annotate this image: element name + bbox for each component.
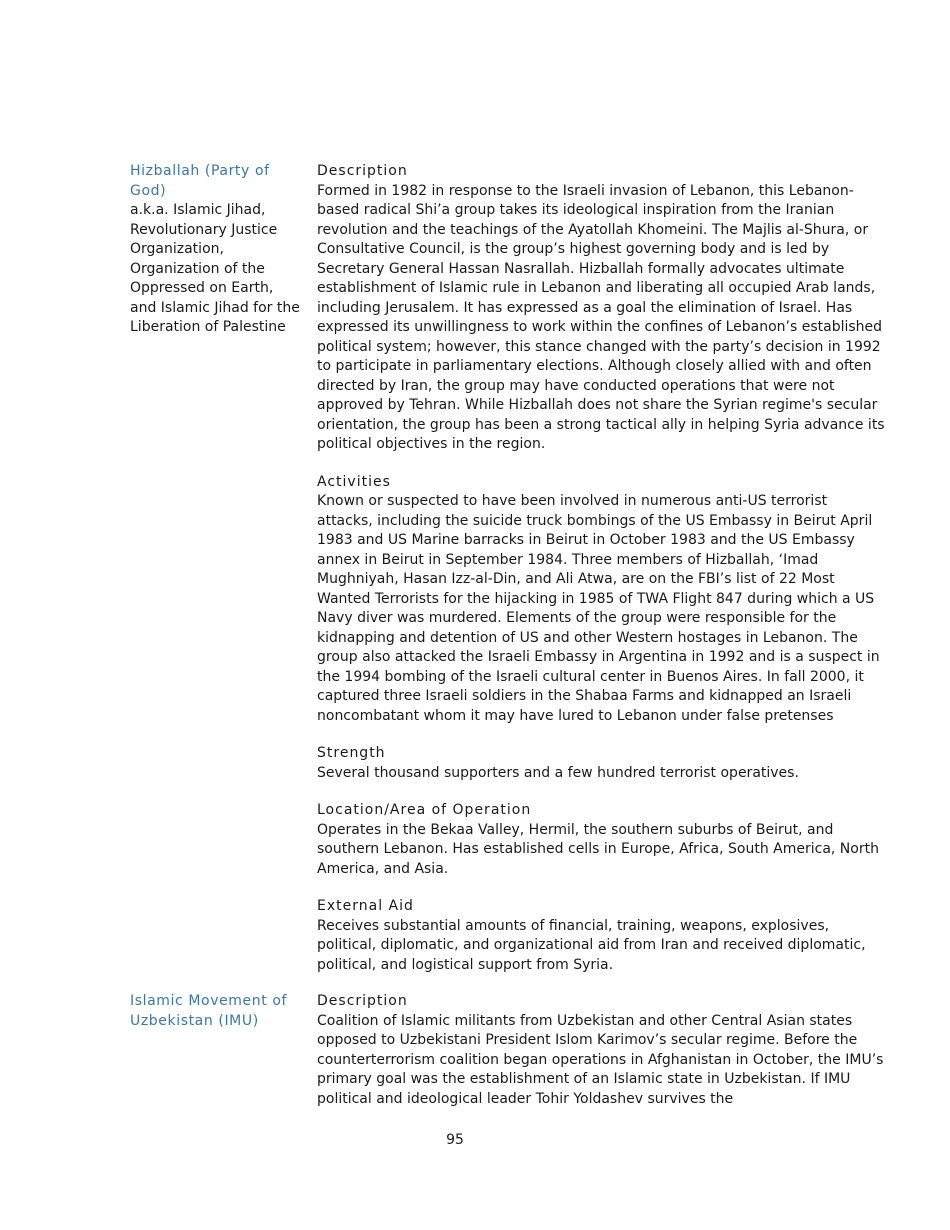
section-text: Receives substantial amounts of financial, training, weapons, explosives, political, diplomatic, and organizational aid from Iran and received diplomatic, political, and logistical support from Syria.: [317, 917, 866, 973]
entry-header: [130, 162, 300, 338]
section-heading: Location/Area of Operation: [317, 802, 532, 818]
section-text: Formed in 1982 in response to the Israeli invasion of Lebanon, this Lebanon-based radical Shi’a group takes its ideological inspiration from the Iranian revolution and the teachings of the Ayatollah Khomeini. The Majlis al-Shura, or Consultative Council, is the group’s highest governing body and is led by Secretary General Hassan Nasrallah. Hizballah formally advocates ultimate establishment of Islamic rule in Lebanon and liberating all occupied Arab lands, including Jerusalem. It has expressed as a goal the elimination of Israel. Has expressed its unwillingness to work within the confines of Lebanon’s established political system; however, this stance changed with the party’s decision in 1992 to participate in parliamentary elections. Although closely allied with and often directed by Iran, the group may have conducted operations that were not approved by Tehran. While Hizballah does not share the Syrian regime's secular orientation, the group has been a strong tactical ally in helping Syria advance its political objectives in the region.: [317, 182, 885, 452]
section-heading: Description: [317, 163, 408, 179]
org-name: Islamic Movement of Uzbekistan (IMU): [130, 993, 288, 1029]
org-aka: a.k.a. Islamic Jihad, Revolutionary Justice Organization, Organization of the Oppressed on Earth, and Islamic Jihad for the Liberation of Palestine: [130, 202, 300, 335]
org-name: Hizballah (Party of God): [130, 163, 270, 199]
section-description: [317, 992, 887, 1109]
section-text: Coalition of Islamic militants from Uzbekistan and other Central Asian states opposed to Uzbekistani President Islom Karimov’s secular regime. Before the counterterrorism coalition began operations in Afghanistan in October, the IMU’s primary goal was the establishment of an Islamic state in Uzbekistan. If IMU political and ideological leader Tohir Yoldashev survives the: [317, 1012, 884, 1107]
section-heading: Description: [317, 993, 408, 1009]
page-number: 95: [446, 1132, 464, 1148]
section-text: Operates in the Bekaa Valley, Hermil, the southern suburbs of Beirut, and southern Lebanon. Has established cells in Europe, Africa, South America, North America, and Asia.: [317, 821, 879, 877]
section-strength: [317, 744, 887, 783]
section-text: Known or suspected to have been involved in numerous anti-US terrorist attacks, including the suicide truck bombings of the US Embassy in Beirut April 1983 and US Marine barracks in Beirut in October 1983 and the US Embassy annex in Beirut in September 1984. Three members of Hizballah, ‘Imad Mughniyah, Hasan Izz-al-Din, and Ali Atwa, are on the FBI’s list of 22 Most Wanted Terrorists for the hijacking in 1985 of TWA Flight 847 during which a US Navy diver was murdered. Elements of the group were responsible for the kidnapping and detention of US and other Western hostages in Lebanon. The group also attacked the Israeli Embassy in Argentina in 1992 and is a suspect in the 1994 bombing of the Israeli cultural center in Buenos Aires. In fall 2000, it captured three Israeli soldiers in the Shabaa Farms and kidnapped an Israeli noncombatant whom it may have lured to Lebanon under false pretenses: [317, 493, 880, 724]
section-external-aid: [317, 897, 887, 975]
entry-body: [317, 162, 887, 993]
section-heading: Strength: [317, 745, 386, 761]
section-location: [317, 801, 887, 879]
section-heading: External Aid: [317, 898, 414, 914]
section-activities: [317, 473, 887, 727]
entry-header: [130, 992, 300, 1031]
section-heading: Activities: [317, 473, 391, 490]
section-description: [317, 162, 887, 455]
section-text: Several thousand supporters and a few hundred terrorist operatives.: [317, 764, 799, 781]
entry-body: [317, 992, 887, 1127]
